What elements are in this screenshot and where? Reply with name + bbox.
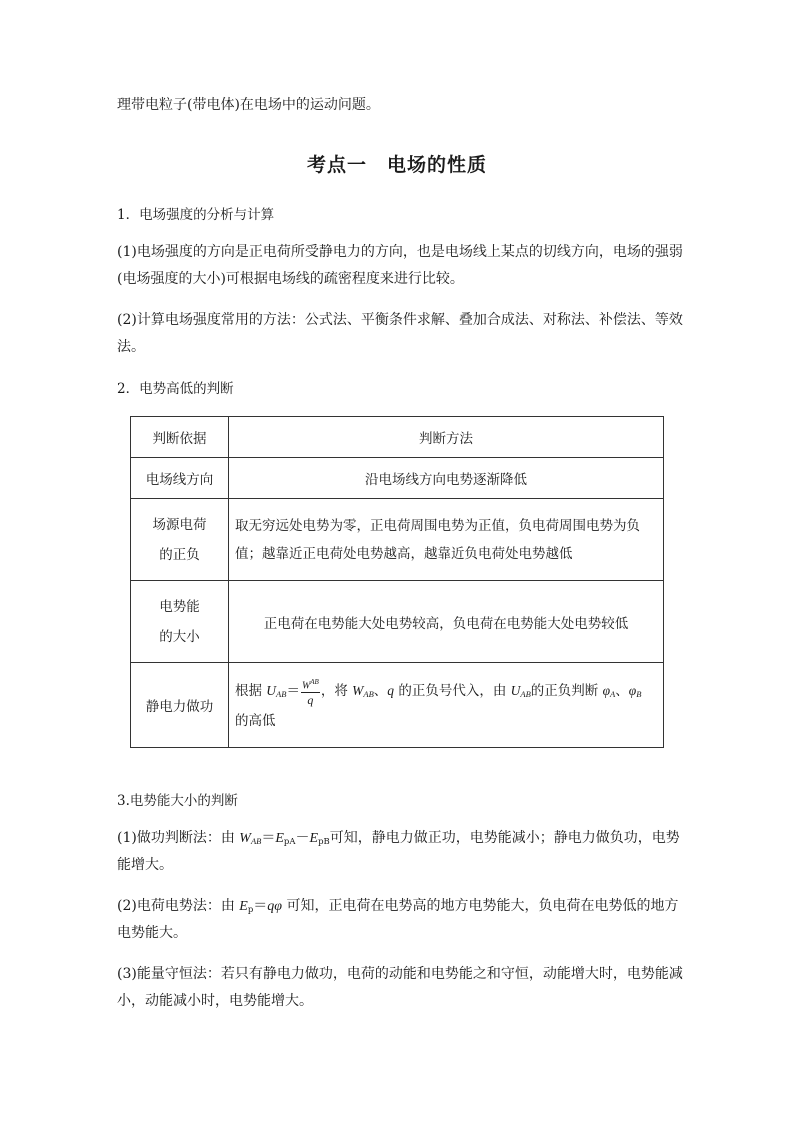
s1-paragraph-2-line-1: (2)计算电场强度常用的方法：公式法、平衡条件求解、叠加合成法、对称法、补偿法、等效	[117, 312, 683, 328]
potential-judgement-table	[130, 416, 664, 748]
table-row	[131, 499, 664, 581]
row2-basis-line-2: 的正负	[159, 546, 200, 563]
formula-subscript: B	[636, 689, 642, 700]
s3-paragraph-3-line-2: 小，动能减小时，电势能增大。	[117, 993, 313, 1009]
row3-method: 正电荷在电势能大处电势较高，负电荷在电势能大处电势较低	[229, 581, 664, 663]
row3-basis-line-2: 的大小	[159, 628, 200, 645]
row4-text: 根据	[235, 683, 267, 700]
intro-text: 理带电粒子(带电体)在电场中的运动问题。	[117, 97, 380, 113]
row2-method	[229, 499, 664, 581]
header-basis: 判断依据	[131, 417, 229, 458]
s3-paragraph-2-line-1	[117, 895, 679, 915]
row4-text: ，将	[320, 683, 353, 700]
s3-paragraph-2-line-2: 电势能大。	[117, 925, 187, 941]
page-title: 考点一 电场的性质	[306, 154, 487, 176]
formula-operator: ＝	[253, 898, 268, 914]
table-header-row	[131, 417, 664, 458]
s3-p2-text: 可知，正电荷在电势高的地方电势能大，负电荷在电势低的地方	[282, 898, 679, 914]
s3-p1-text: 可知，静电力做正功，电势能减小；静电力做负功，电势	[329, 830, 680, 846]
formula-operator: －	[295, 830, 310, 846]
header-method: 判断方法	[229, 417, 664, 458]
formula-subscript: AB	[520, 689, 531, 700]
formula-subscript: AB	[250, 836, 262, 846]
s1-paragraph-2-line-2: 法。	[117, 339, 145, 355]
formula-operator: ＝	[286, 683, 300, 700]
formula-symbol: W	[301, 680, 311, 692]
formula-symbol: E	[239, 899, 248, 914]
table-row	[131, 458, 664, 499]
row4-method-line-1	[235, 676, 657, 708]
row4-text: 的正负号代入，由	[394, 683, 511, 700]
row4-text: 的正负判断	[530, 683, 603, 700]
section-1-heading: 1．电场强度的分析与计算	[117, 207, 275, 223]
row4-method-line-2: 的高低	[235, 713, 276, 730]
s3-p1-text: (1)做功判断法：由	[117, 830, 240, 846]
formula-subscript: AB	[363, 689, 374, 700]
formula-symbol: E	[275, 831, 284, 846]
formula-symbol: U	[510, 683, 521, 699]
row1-basis: 电场线方向	[131, 458, 229, 499]
formula-symbol: φ	[628, 683, 637, 699]
row4-method	[229, 663, 664, 748]
formula-symbol: W	[352, 683, 364, 699]
formula-symbol: E	[309, 831, 319, 846]
fraction-denominator	[301, 693, 320, 707]
formula-subscript: pA	[283, 837, 296, 847]
s3-p2-text: (2)电荷电势法：由	[117, 898, 240, 914]
s3-paragraph-3-line-1: (3)能量守恒法：若只有静电力做功，电荷的动能和电势能之和守恒，动能增大时，电势能减	[117, 966, 683, 982]
formula-symbol: U	[266, 683, 277, 699]
table-row	[131, 581, 664, 663]
formula-symbol: qφ	[267, 899, 283, 914]
row3-basis-line-1: 电势能	[159, 598, 200, 615]
row4-text: 、	[615, 683, 629, 700]
s1-paragraph-1-line-1: (1)电场强度的方向是正电荷所受静电力的方向，也是电场线上某点的切线方向，电场的强弱	[117, 244, 683, 260]
row2-basis-line-1: 场源电荷	[152, 516, 207, 533]
formula-superscript: AB	[310, 677, 319, 686]
formula-symbol: φ	[602, 683, 611, 699]
section-2-heading: 2．电势高低的判断	[117, 381, 234, 397]
row2-method-line-1: 取无穷远处电势为零，正电荷周围电势为正值，负电荷周围电势为负	[235, 517, 640, 534]
formula-symbol: W	[239, 831, 251, 846]
formula-symbol: q	[307, 693, 314, 708]
formula-symbol: q	[387, 683, 395, 699]
s1-paragraph-1-line-2: (电场强度的大小)可根据电场线的疏密程度来进行比较。	[117, 271, 464, 287]
fraction-numerator	[301, 676, 320, 693]
formula-operator: ＝	[261, 830, 276, 846]
formula-subscript: AB	[276, 689, 287, 700]
row4-text: 、	[373, 683, 388, 700]
s3-paragraph-1-line-2: 能增大。	[117, 857, 173, 873]
fraction-w-over-q	[301, 676, 320, 707]
formula-subscript: A	[610, 689, 616, 700]
section-3-heading: 3.电势能大小的判断	[117, 793, 238, 809]
row2-basis	[131, 499, 229, 581]
row1-method: 沿电场线方向电势逐渐降低	[229, 458, 664, 499]
formula-subscript: pB	[318, 837, 330, 847]
row4-basis: 静电力做功	[131, 663, 229, 748]
formula-subscript: p	[247, 905, 254, 915]
s3-paragraph-1-line-1	[117, 827, 680, 847]
row3-basis	[131, 581, 229, 663]
table-row	[131, 663, 664, 748]
row2-method-line-2: 值；越靠近正电荷处电势越高，越靠近负电荷处电势越低	[235, 545, 573, 562]
